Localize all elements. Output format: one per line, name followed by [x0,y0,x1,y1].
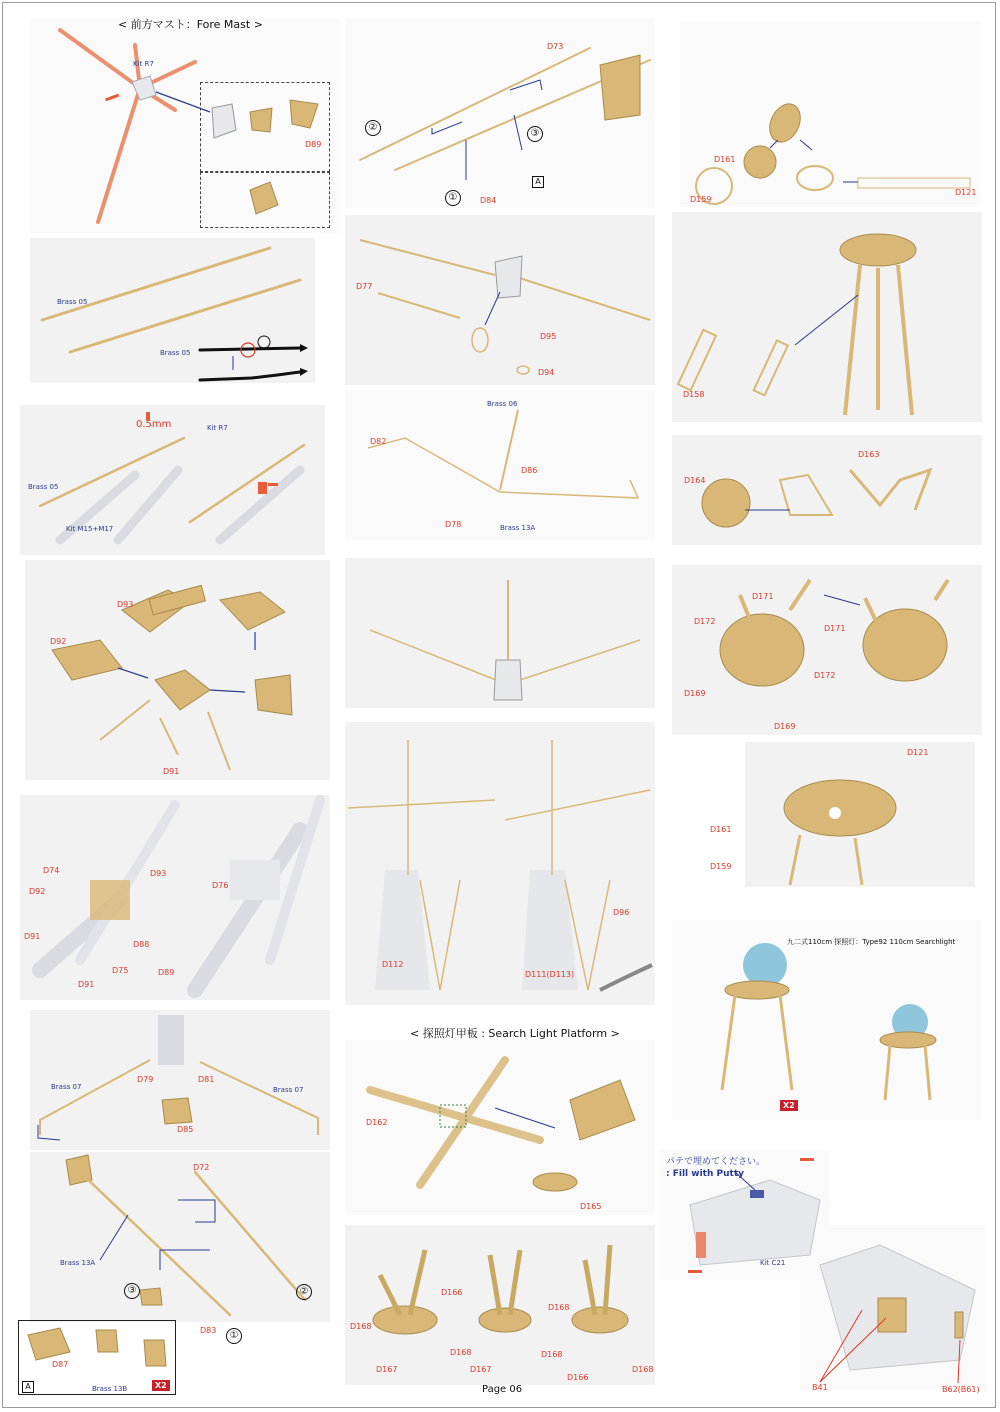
fore-mast-tripod-drawing [60,30,195,222]
label-d85: D85 [177,1125,194,1134]
label-d168: D168 [632,1365,654,1374]
label-kit-r7: Kit R7 [207,424,228,432]
step-three-marker: ③ [124,1283,140,1299]
label-d161: D161 [710,825,732,834]
label-d159: D159 [710,862,732,871]
label-kit-c21: Kit C21 [760,1259,786,1267]
label-d75: D75 [112,966,129,975]
label-d77: D77 [356,282,373,291]
label-kit-m15: Kit M15+M17 [66,525,114,533]
label-d172: D172 [814,671,836,680]
label-d86: D86 [521,466,538,475]
searchlight-type-title: 九二式110cm 探照灯：Type92 110cm Searchlight [787,938,956,946]
label-d82: D82 [370,437,387,446]
label-d83: D83 [200,1326,217,1335]
label-d168: D168 [548,1303,570,1312]
label-d89: D89 [305,140,322,149]
fore-mast-title: < 前方マスト：Fore Mast > [118,18,263,31]
page-number: Page 06 [482,1384,523,1395]
label-d161: D161 [714,155,736,164]
label-d166: D166 [441,1288,463,1297]
label-d172: D172 [694,617,716,626]
label-d167: D167 [470,1365,492,1374]
step-one-marker: ① [226,1328,242,1344]
label-brass05: Brass 05 [57,298,88,306]
label-brass07: Brass 07 [273,1086,304,1094]
label-d171: D171 [752,592,774,601]
label-d76: D76 [212,881,229,890]
label-d169: D169 [774,722,796,731]
label-d96: D96 [613,908,630,917]
label-d168: D168 [350,1322,372,1331]
label-d78: D78 [445,520,462,529]
label-d72: D72 [193,1163,210,1172]
label-d167: D167 [376,1365,398,1374]
label-d162: D162 [366,1118,388,1127]
step-two-marker: ② [365,120,381,136]
putty-note-jp: パテで埋めてください。 [666,1157,766,1167]
label-d87: D87 [52,1360,69,1369]
label-d91: D91 [24,932,41,941]
label-d89: D89 [158,968,175,977]
label-d171: D171 [824,624,846,633]
putty-note-en: : Fill with Putty [666,1169,744,1179]
box-a-marker: A [532,176,544,188]
label-brass06: Brass 06 [487,400,518,408]
label-d168: D168 [541,1350,563,1359]
label-d91: D91 [163,767,180,776]
step-three-marker: ③ [527,126,543,142]
label-d166: D166 [567,1373,589,1382]
label-d93: D93 [117,600,134,609]
label-d92: D92 [50,637,67,646]
label-d168: D168 [450,1348,472,1357]
label-d164: D164 [684,476,706,485]
label-length: 0.5mm [136,419,172,430]
label-d112: D112 [382,960,404,969]
label-brass13a: Brass 13A [500,524,536,532]
label-d111: D111(D113) [525,970,575,979]
label-brass05: Brass 05 [160,349,191,357]
searchlight-platform-title: < 探照灯甲板 : Search Light Platform > [410,1027,620,1040]
label-d94: D94 [538,368,555,377]
label-d92: D92 [29,887,46,896]
detail-box-dashed-bottom [200,172,330,228]
box-a-marker: A [22,1381,34,1393]
label-d121: D121 [907,748,929,757]
x2-badge: X2 [152,1380,170,1391]
detail-box-dashed-top [200,82,330,172]
step-one-marker: ① [445,190,461,206]
label-brass13b: Brass 13B [92,1385,128,1393]
label-d95: D95 [540,332,557,341]
label-d163: D163 [858,450,880,459]
label-d165: D165 [580,1202,602,1211]
label-d91: D91 [78,980,95,989]
label-b41: B41 [812,1383,828,1392]
x2-badge: X2 [780,1100,798,1111]
label-d84: D84 [480,196,497,205]
label-d74: D74 [43,866,60,875]
label-d159: D159 [690,195,712,204]
label-d169: D169 [684,689,706,698]
label-b62: B62(B61) [942,1385,980,1394]
label-d79: D79 [137,1075,154,1084]
label-brass05: Brass 05 [28,483,59,491]
label-d88: D88 [133,940,150,949]
label-d81: D81 [198,1075,215,1084]
label-d73: D73 [547,42,564,51]
label-d158: D158 [683,390,705,399]
label-d121: D121 [955,188,977,197]
label-d93: D93 [150,869,167,878]
label-kit-r7: Kit R7 [133,60,154,68]
label-brass07: Brass 07 [51,1083,82,1091]
label-brass13a: Brass 13A [60,1259,96,1267]
step-two-marker: ② [296,1284,312,1300]
